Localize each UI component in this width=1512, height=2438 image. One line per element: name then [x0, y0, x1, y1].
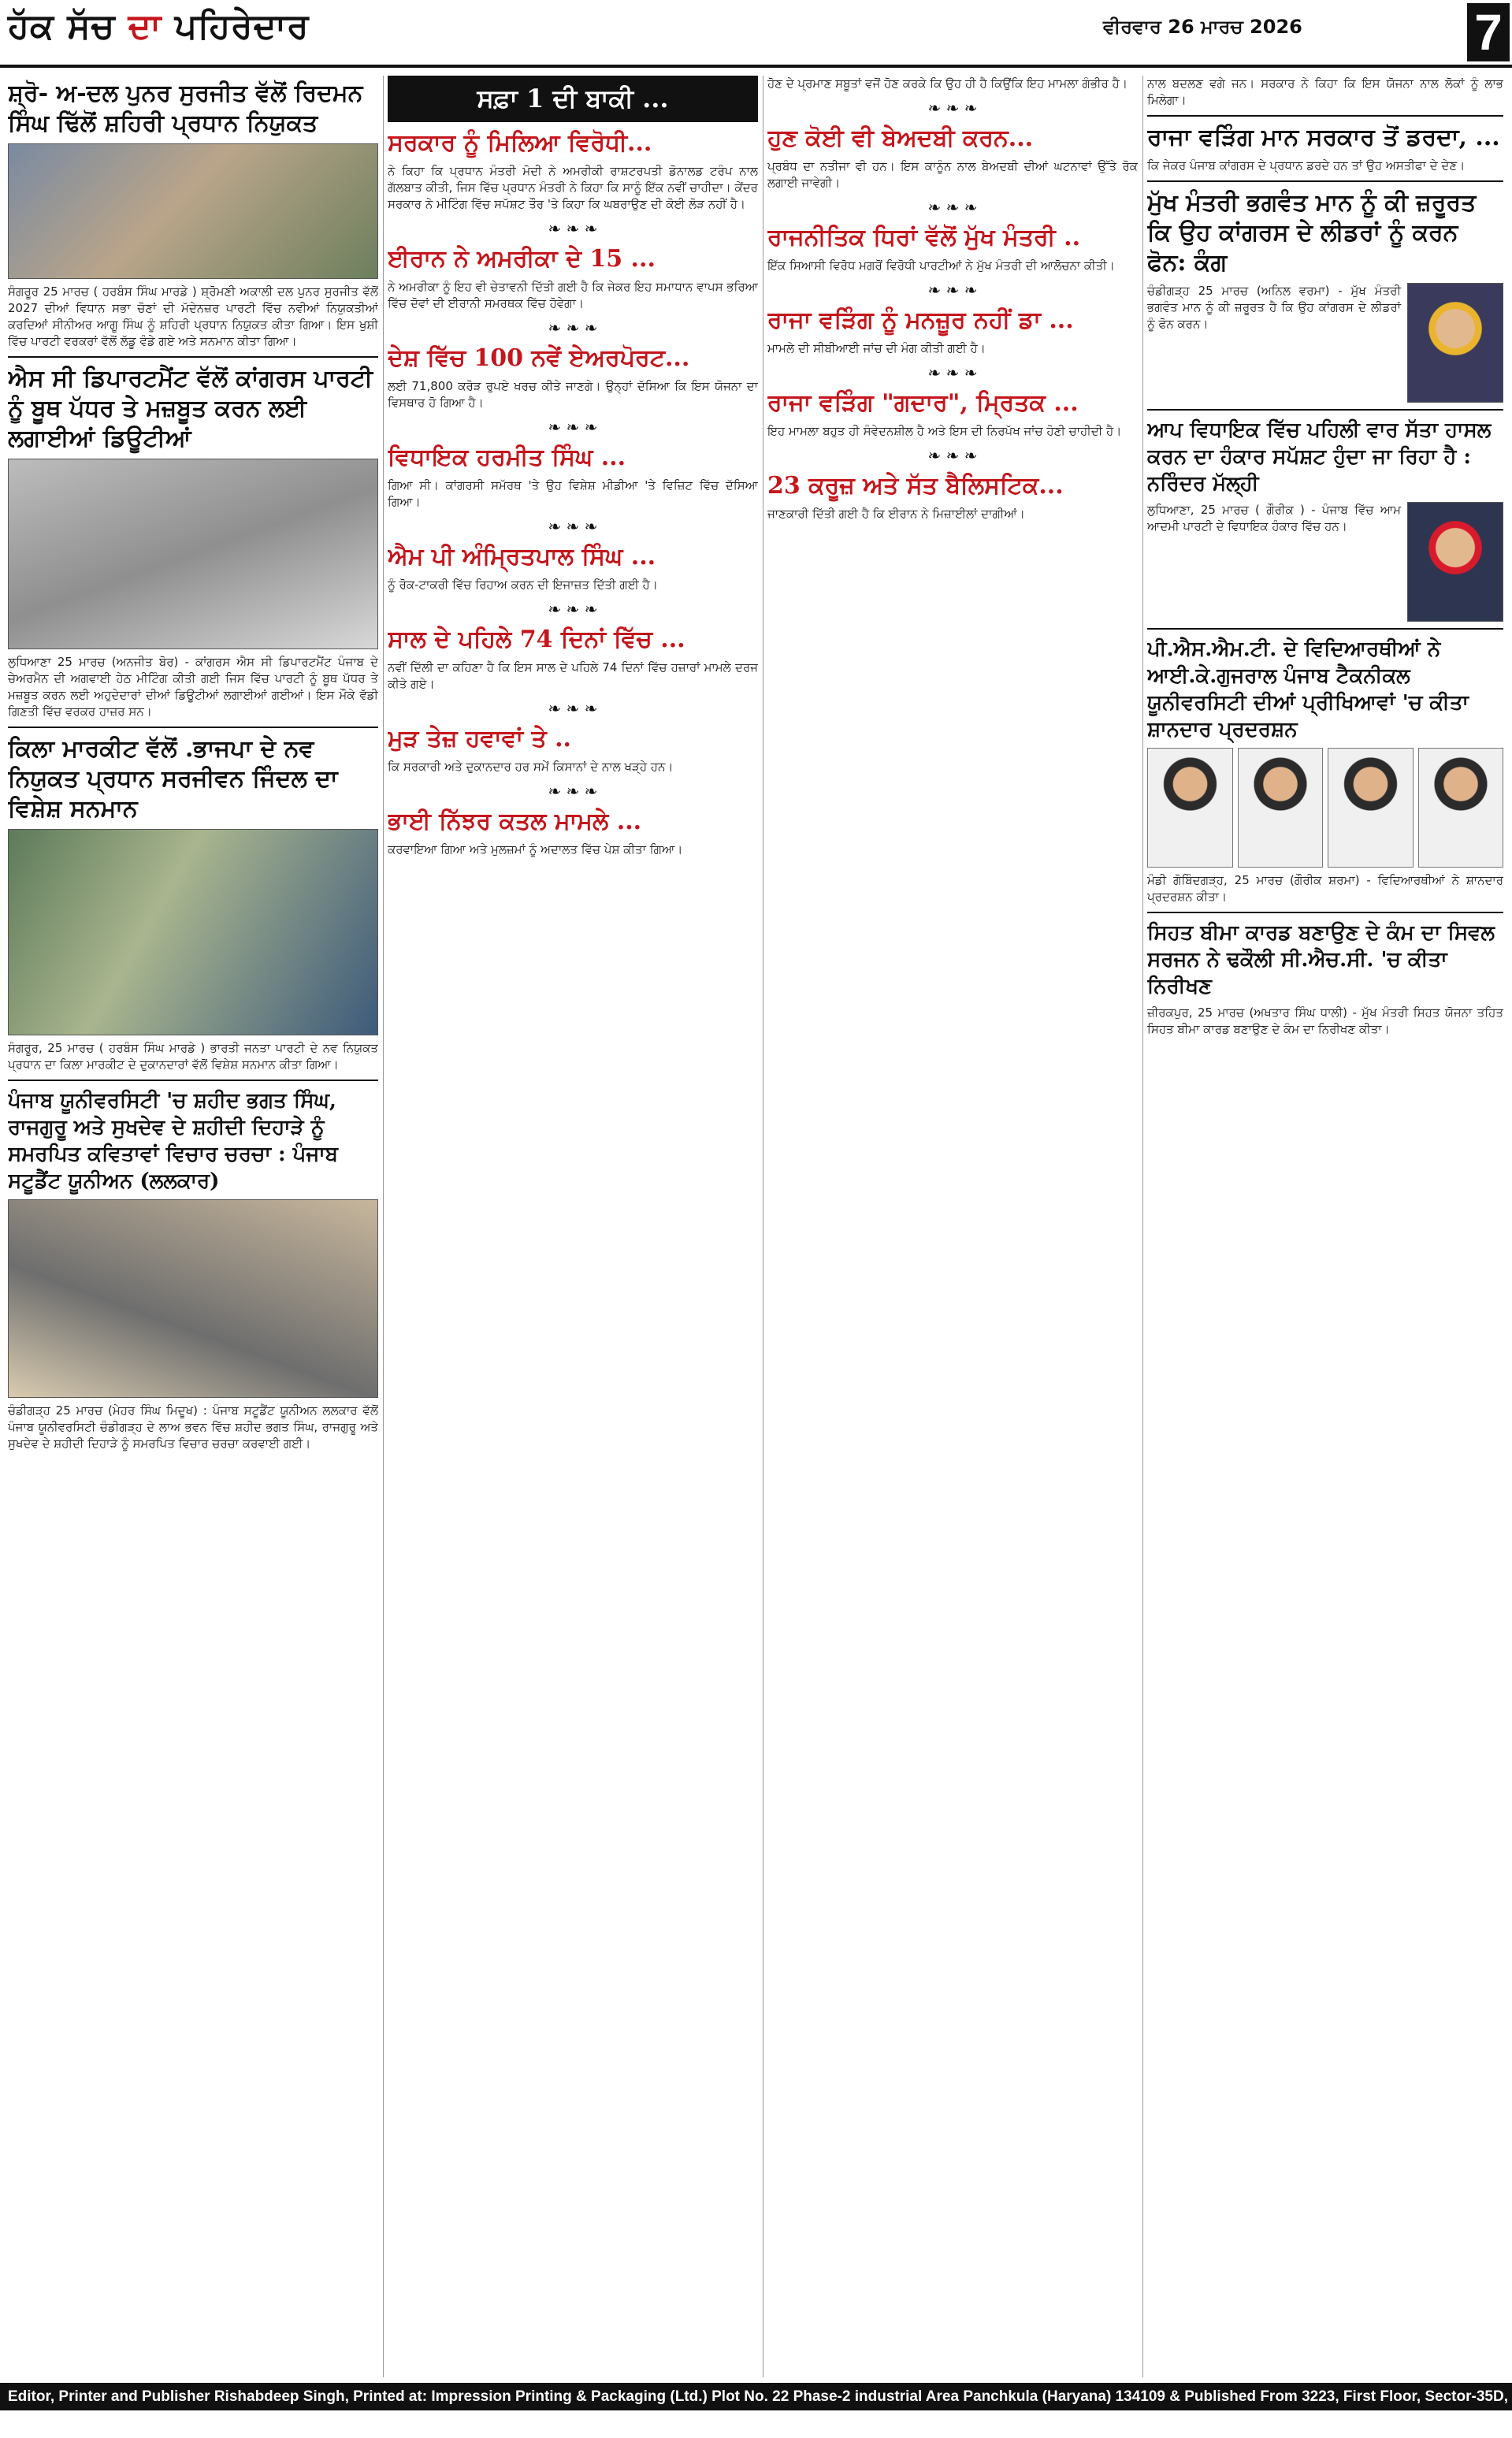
headline: ਕਿਲਾ ਮਾਰਕੀਟ ਵੱਲੋਂ .ਭਾਜਪਾ ਦੇ ਨਵ ਨਿਯੁਕਤ ਪ੍ਰਧਾਨ ਸਰਜੀਵਨ ਜਿੰਦਲ ਦਾ ਵਿਸ਼ੇਸ਼ ਸਨਮਾਨ — [8, 735, 338, 823]
headline: ਸਿਹਤ ਬੀਮਾ ਕਾਰਡ ਬਣਾਉਣ ਦੇ ਕੰਮ ਦਾ ਸਿਵਲ ਸਰਜਨ ਨੇ ਢਕੌਲੀ ਸੀ.ਐਚ.ਸੀ. 'ਚ ਕੀਤਾ ਨਿਰੀਖਣ — [1147, 921, 1495, 998]
ornament-divider: ❧ ❧ ❧ — [548, 517, 598, 536]
article-body: ਨਾਲ ਬਦਲਣ ਵਗੇ ਜਨ। ਸਰਕਾਰ ਨੇ ਕਿਹਾ ਕਿ ਇਸ ਯੋਜਨਾ ਨਾਲ ਲੋਕਾਂ ਨੂੰ ਲਾਭ ਮਿਲੇਗਾ। — [1147, 76, 1503, 107]
headline: ਮੁੜ ਤੇਜ਼ ਹਵਾਵਾਂ ਤੇ .. — [388, 725, 572, 753]
article-body: ਕਰਵਾਇਆ ਗਿਆ ਅਤੇ ਮੁਲਜ਼ਮਾਂ ਨੂੰ ਅਦਾਲਤ ਵਿੱਚ ਪੇਸ਼ ਕੀਤਾ ਗਿਆ। — [388, 842, 683, 857]
logo-text-red: ਦਾ — [128, 6, 162, 46]
column-divider — [383, 76, 384, 2377]
article-body: ਨੇ ਕਿਹਾ ਕਿ ਪ੍ਰਧਾਨ ਮੰਤਰੀ ਮੋਦੀ ਨੇ ਅਮਰੀਕੀ ਰਾਸ਼ਟਰਪਤੀ ਡੋਨਾਲਡ ਟਰੰਪ ਨਾਲ ਗੱਲਬਾਤ ਕੀਤੀ, ਜਿਸ ਵਿੱਚ ਪ੍ਰਧਾਨ ਮੰਤਰੀ ਨੇ ਕਿਹਾ ਕਿ ਸਾਨੂੰ ਇੱਕ ਨਵੀਂ ਚਾਹੀਦਾ। ਕੇਂਦਰ ਸਰਕਾਰ ਨੇ ਮੀਟਿੰਗ ਵਿੱਚ ਸਪੱਸ਼ਟ ਤੌਰ 'ਤੇ ਕਿਹਾ ਕਿ ਘਬਰਾਉਣ ਦੀ ਕੋਈ ਲੋੜ ਨਹੀਂ ਹੈ। — [388, 164, 758, 211]
article-body: ਲੁਧਿਆਣਾ 25 ਮਾਰਚ (ਅਨਜੀਤ ਬੋਰ) - ਕਾਂਗਰਸ ਐਸ ਸੀ ਡਿਪਾਰਟਮੈਂਟ ਪੰਜਾਬ ਦੇ ਚੇਅਰਮੈਨ ਦੀ ਅਗਵਾਈ ਹੇਠ ਮੀਟਿੰਗ ਕੀਤੀ ਗਈ ਜਿਸ ਵਿੱਚ ਪਾਰਟੀ ਨੂੰ ਬੂਥ ਪੱਧਰ ਤੇ ਮਜ਼ਬੂਤ ਕਰਨ ਲਈ ਅਹੁਦੇਦਾਰਾਂ ਦੀਆਂ ਡਿਊਟੀਆਂ ਲਗਾਈਆਂ ਗਈਆਂ। ਇਸ ਮੌਕੇ ਵੱਡੀ ਗਿਣਤੀ ਵਿੱਚ ਵਰਕਰ ਹਾਜ਼ਰ ਸਨ। — [8, 655, 378, 719]
article-body: ਲਈ 71,800 ਕਰੋੜ ਰੁਪਏ ਖਰਚ ਕੀਤੇ ਜਾਣਗੇ। ਉਨ੍ਹਾਂ ਦੱਸਿਆ ਕਿ ਇਸ ਯੋਜਨਾ ਦਾ ਵਿਸਥਾਰ ਹੋ ਗਿਆ ਹੈ। — [388, 379, 758, 410]
newspaper-logo — [8, 6, 310, 46]
ornament-divider: ❧ ❧ ❧ — [927, 363, 978, 382]
column-4 — [1147, 76, 1503, 2377]
news-photo — [8, 1199, 378, 1398]
article-body: ਸੰਗਰੂਰ 25 ਮਾਰਚ ( ਹਰਬੰਸ ਸਿੰਘ ਮਾਰਡੇ ) ਸ਼੍ਰੋਮਣੀ ਅਕਾਲੀ ਦਲ ਪੁਨਰ ਸੁਰਜੀਤ ਵੱਲੋਂ 2027 ਦੀਆਂ ਵਿਧਾਨ ਸਭਾ ਚੋਣਾਂ ਦੀ ਮੱਦੇਨਜ਼ਰ ਪਾਰਟੀ ਵਿੱਚ ਨਵੀਆਂ ਨਿਯੁਕਤੀਆਂ ਕਰਦਿਆਂ ਸੀਨੀਅਰ ਆਗੂ ਸਿੰਘ ਨੂੰ ਸ਼ਹਿਰੀ ਪ੍ਰਧਾਨ ਨਿਯੁਕਤ ਕੀਤਾ ਗਿਆ। ਇਸ ਖੁਸ਼ੀ ਵਿੱਚ ਪਾਰਟੀ ਵਰਕਰਾਂ ਵੱਲੋਂ ਲੱਡੂ ਵੰਡੇ ਗਏ ਅਤੇ ਸਨਮਾਨ ਕੀਤਾ ਗਿਆ। — [8, 284, 378, 348]
headline: ਸ਼੍ਰੋ- ਅ-ਦਲ ਪੁਨਰ ਸੁਰਜੀਤ ਵੱਲੋਂ ਰਿਦਮਨ ਸਿੰਘ ਢਿੱਲੋਂ ਸ਼ਹਿਰੀ ਪ੍ਰਧਾਨ ਨਿਯੁਕਤ — [8, 80, 363, 137]
student-photo — [1328, 748, 1414, 868]
column-divider — [1142, 76, 1143, 2377]
headline: ਸਰਕਾਰ ਨੂੰ ਮਿਲਿਆ ਵਿਰੋਧੀ... — [388, 129, 652, 157]
issue-date: ਵੀਰਵਾਰ 26 ਮਾਰਚ 2026 — [1103, 16, 1302, 38]
news-photo — [8, 143, 378, 279]
student-photo — [1418, 748, 1504, 868]
column-3 — [767, 76, 1138, 2377]
headline: ਰਾਜਾ ਵੜਿੰਗ ਨੂੰ ਮਨਜ਼ੂਰ ਨਹੀਂ ਡਾ ... — [767, 307, 1074, 334]
article-body: ਨਵੀਂ ਦਿੱਲੀ ਦਾ ਕਹਿਣਾ ਹੈ ਕਿ ਇਸ ਸਾਲ ਦੇ ਪਹਿਲੇ 74 ਦਿਨਾਂ ਵਿੱਚ ਹਜ਼ਾਰਾਂ ਮਾਮਲੇ ਦਰਜ ਕੀਤੇ ਗਏ। — [388, 660, 758, 691]
article-body: ਲੁਧਿਆਣਾ, 25 ਮਾਰਚ ( ਗੌਰੀਕ ) - ਪੰਜਾਬ ਵਿੱਚ ਆਮ ਆਦਮੀ ਪਾਰਟੀ ਦੇ ਵਿਧਾਇਕ ਹੰਕਾਰ ਵਿੱਚ ਹਨ। — [1147, 503, 1401, 533]
headline: 23 ਕਰੂਜ਼ ਅਤੇ ਸੱਤ ਬੈਲਿਸਟਿਕ... — [767, 472, 1064, 500]
headline: ਆਪ ਵਿਧਾਇਕ ਵਿੱਚ ਪਹਿਲੀ ਵਾਰ ਸੱਤਾ ਹਾਸਲ ਕਰਨ ਦਾ ਹੰਕਾਰ ਸਪੱਸ਼ਟ ਹੁੰਦਾ ਜਾ ਰਿਹਾ ਹੈ : ਨਰਿੰਦਰ ਮੱਲ੍ਹੀ — [1147, 418, 1492, 496]
article-body: ਗਿਆ ਸੀ। ਕਾਂਗਰਸੀ ਸਮੱਰਥ 'ਤੇ ਉਹ ਵਿਸ਼ੇਸ਼ ਮੀਡੀਆ 'ਤੇ ਵਿਜ਼ਿਟ ਵਿੱਚ ਦੱਸਿਆ ਗਿਆ। — [388, 478, 758, 509]
ornament-divider: ❧ ❧ ❧ — [927, 198, 978, 217]
logo-text-main: ਹੱਕ ਸੱਚ — [8, 6, 116, 46]
headline: ਈਰਾਨ ਨੇ ਅਮਰੀਕਾ ਦੇ 15 ... — [388, 245, 656, 273]
ornament-divider: ❧ ❧ ❧ — [548, 782, 598, 801]
portrait-photo — [1407, 502, 1503, 622]
article-body: ਇੱਕ ਸਿਆਸੀ ਵਿਰੋਧ ਮਗਰੋਂ ਵਿਰੋਧੀ ਪਾਰਟੀਆਂ ਨੇ ਮੁੱਖ ਮੰਤਰੀ ਦੀ ਆਲੋਚਨਾ ਕੀਤੀ। — [767, 258, 1115, 273]
article-body: ਕਿ ਸਰਕਾਰੀ ਅਤੇ ਦੁਕਾਨਦਾਰ ਹਰ ਸਮੇਂ ਕਿਸਾਨਾਂ ਦੇ ਨਾਲ ਖੜ੍ਹੇ ਹਨ। — [388, 760, 674, 774]
headline: ਦੇਸ਼ ਵਿੱਚ 100 ਨਵੇਂ ਏਅਰਪੋਰਟ... — [388, 344, 690, 372]
news-photo — [8, 459, 378, 649]
news-photo — [8, 829, 378, 1035]
article-body: ਮਾਮਲੇ ਦੀ ਸੀਬੀਆਈ ਜਾਂਚ ਦੀ ਮੰਗ ਕੀਤੀ ਗਈ ਹੈ। — [767, 341, 986, 355]
ornament-divider: ❧ ❧ ❧ — [548, 219, 598, 238]
article-body: ਨੂੰ ਰੋਕ-ਟਾਕਰੀ ਵਿੱਚ ਰਿਹਾਅ ਕਰਨ ਦੀ ਇਜਾਜ਼ਤ ਦਿੱਤੀ ਗਈ ਹੈ। — [388, 578, 658, 592]
student-photo — [1147, 748, 1233, 868]
ornament-divider: ❧ ❧ ❧ — [548, 418, 598, 437]
article-body: ਨੇ ਅਮਰੀਕਾ ਨੂੰ ਇਹ ਵੀ ਚੇਤਾਵਨੀ ਦਿੱਤੀ ਗਈ ਹੈ ਕਿ ਜੇਕਰ ਇਹ ਸਮਾਧਾਨ ਵਾਪਸ ਭਰਿਆ ਵਿੱਚ ਦੋਵਾਂ ਦੀ ਈਰਾਨੀ ਸਮਰਥਕ ਵਿੱਚ ਹੋਵੇਗਾ। — [388, 280, 758, 310]
headline: ਰਾਜਾ ਵੜਿੰਗ "ਗਦਾਰ", ਮ੍ਰਿਤਕ ... — [767, 389, 1079, 417]
article-body: ਜਾਣਕਾਰੀ ਦਿੱਤੀ ਗਈ ਹੈ ਕਿ ਈਰਾਨ ਨੇ ਮਿਜ਼ਾਈਲਾਂ ਦਾਗੀਆਂ। — [767, 507, 1025, 521]
column-2 — [388, 76, 758, 2377]
ornament-divider: ❧ ❧ ❧ — [548, 318, 598, 337]
student-photo — [1238, 748, 1324, 868]
article-body: ਹੋਣ ਦੇ ਪ੍ਰਮਾਣ ਸਬੂਤਾਂ ਵਜੋਂ ਹੋਣ ਕਰਕੇ ਕਿ ਉਹ ਹੀ ਹੈ ਕਿਉਂਕਿ ਇਹ ਮਾਮਲਾ ਗੰਭੀਰ ਹੈ। — [767, 76, 1127, 91]
headline: ਪੰਜਾਬ ਯੂਨੀਵਰਸਿਟੀ 'ਚ ਸ਼ਹੀਦ ਭਗਤ ਸਿੰਘ, ਰਾਜਗੁਰੂ ਅਤੇ ਸੁਖਦੇਵ ਦੇ ਸ਼ਹੀਦੀ ਦਿਹਾੜੇ ਨੂੰ ਸਮਰਪਿਤ ਕਵਿਤਾਵਾਂ ਵਿਚਾਰ ਚਰਚਾ : ਪੰਜਾਬ ਸਟੂਡੈਂਟ ਯੂਨੀਅਨ (ਲਲਕਾਰ) — [8, 1089, 339, 1193]
headline: ਰਾਜਨੀਤਿਕ ਧਿਰਾਂ ਵੱਲੋਂ ਮੁੱਖ ਮੰਤਰੀ .. — [767, 224, 1081, 251]
section-banner: ਸਫ਼ਾ 1 ਦੀ ਬਾਕੀ ... — [388, 76, 758, 122]
headline: ਮੁੱਖ ਮੰਤਰੀ ਭਗਵੰਤ ਮਾਨ ਨੂੰ ਕੀ ਜ਼ਰੂਰਤ ਕਿ ਉਹ ਕਾਂਗਰਸ ਦੇ ਲੀਡਰਾਂ ਨੂੰ ਕਰਨ ਫੋਨ: ਕੰਗ — [1147, 189, 1477, 277]
article-body: ਸੰਗਰੂਰ, 25 ਮਾਰਚ ( ਹਰਬੰਸ ਸਿੰਘ ਮਾਰਡੇ ) ਭਾਰਤੀ ਜਨਤਾ ਪਾਰਟੀ ਦੇ ਨਵ ਨਿਯੁਕਤ ਪ੍ਰਧਾਨ ਦਾ ਕਿਲਾ ਮਾਰਕੀਟ ਦੇ ਦੁਕਾਨਦਾਰਾਂ ਵੱਲੋਂ ਵਿਸ਼ੇਸ਼ ਸਨਮਾਨ ਕੀਤਾ ਗਿਆ। — [8, 1041, 378, 1072]
masthead — [0, 0, 1512, 68]
ornament-divider: ❧ ❧ ❧ — [548, 600, 598, 619]
column-1 — [8, 76, 378, 2377]
headline: ਸਾਲ ਦੇ ਪਹਿਲੇ 74 ਦਿਨਾਂ ਵਿੱਚ ... — [388, 626, 685, 653]
article-body: ਪ੍ਰਬੰਧ ਦਾ ਨਤੀਜਾ ਵੀ ਹਨ। ਇਸ ਕਾਨੂੰਨ ਨਾਲ ਬੇਅਦਬੀ ਦੀਆਂ ਘਟਨਾਵਾਂ ਉੱਤੇ ਰੋਕ ਲਗਾਈ ਜਾਵੇਗੀ। — [767, 159, 1138, 190]
headline: ਵਿਧਾਇਕ ਹਰਮੀਤ ਸਿੰਘ ... — [388, 444, 626, 471]
ornament-divider: ❧ ❧ ❧ — [927, 446, 978, 465]
article-body: ਇਹ ਮਾਮਲਾ ਬਹੁਤ ਹੀ ਸੰਵੇਦਨਸ਼ੀਲ ਹੈ ਅਤੇ ਇਸ ਦੀ ਨਿਰਪੱਖ ਜਾਂਚ ਹੋਣੀ ਚਾਹੀਦੀ ਹੈ। — [767, 424, 1122, 438]
article-body: ਮੰਡੀ ਗੋਬਿੰਦਗੜ੍ਹ, 25 ਮਾਰਚ (ਗੌਰੀਕ ਸ਼ਰਮਾ) - ਵਿਦਿਆਰਥੀਆਂ ਨੇ ਸ਼ਾਨਦਾਰ ਪ੍ਰਦਰਸ਼ਨ ਕੀਤਾ। — [1147, 873, 1503, 904]
article-body: ਚੰਡੀਗੜ੍ਹ 25 ਮਾਰਚ (ਮੇਹਰ ਸਿੰਘ ਮਿਦੂਖ) : ਪੰਜਾਬ ਸਟੂਡੈਂਟ ਯੂਨੀਅਨ ਲਲਕਾਰ ਵੱਲੋਂ ਪੰਜਾਬ ਯੂਨੀਵਰਸਿਟੀ ਚੰਡੀਗੜ੍ਹ ਦੇ ਲਾਅ ਭਵਨ ਵਿੱਚ ਸ਼ਹੀਦ ਭਗਤ ਸਿੰਘ, ਰਾਜਗੁਰੂ ਅਤੇ ਸੁਖਦੇਵ ਦੇ ਸ਼ਹੀਦੀ ਦਿਹਾੜੇ ਨੂੰ ਸਮਰਪਿਤ ਵਿਚਾਰ ਚਰਚਾ ਕਰਵਾਈ ਗਈ। — [8, 1403, 378, 1451]
imprint-footer: Editor, Printer and Publisher Rishabdeep Singh, Printed at: Impression Printing & Packaging (Ltd.) Plot No. 22 Phase-2 industrial Area Panchkula (Haryana) 134109 & Published From 3223, First Floor, Sector-35D, Chandigarh — [0, 2383, 1512, 2410]
article-body: ਜ਼ੀਰਕਪੁਰ, 25 ਮਾਰਚ (ਅਖਤਾਰ ਸਿੰਘ ਧਾਲੀ) - ਮੁੱਖ ਮੰਤਰੀ ਸਿਹਤ ਯੋਜਨਾ ਤਹਿਤ ਸਿਹਤ ਬੀਮਾ ਕਾਰਡ ਬਣਾਉਣ ਦੇ ਕੰਮ ਦਾ ਨਿਰੀਖਣ ਕੀਤਾ। — [1147, 1005, 1503, 1036]
logo-text-end: ਪਹਿਰੇਦਾਰ — [174, 6, 310, 46]
headline: ਭਾਈ ਨਿੱਝਰ ਕਤਲ ਮਾਮਲੇ ... — [388, 808, 642, 835]
headline: ਰਾਜਾ ਵੜਿੰਗ ਮਾਨ ਸਰਕਾਰ ਤੋਂ ਡਰਦਾ, ... — [1147, 124, 1500, 151]
ornament-divider: ❧ ❧ ❧ — [927, 98, 978, 117]
headline: ਹੁਣ ਕੋਈ ਵੀ ਬੇਅਦਬੀ ਕਰਨ... — [767, 125, 1034, 152]
headline: ਐਮ ਪੀ ਅੰਮ੍ਰਿਤਪਾਲ ਸਿੰਘ ... — [388, 543, 656, 570]
headline: ਪੀ.ਐਸ.ਐਮ.ਟੀ. ਦੇ ਵਿਦਿਆਰਥੀਆਂ ਨੇ ਆਈ.ਕੇ.ਗੁਜਰਾਲ ਪੰਜਾਬ ਟੈਕਨੀਕਲ ਯੂਨੀਵਰਸਿਟੀ ਦੀਆਂ ਪ੍ਰੀਖਿਆਵਾਂ 'ਚ ਕੀਤਾ ਸ਼ਾਨਦਾਰ ਪ੍ਰਦਰਸ਼ਨ — [1147, 637, 1469, 741]
article-body: ਚੰਡੀਗੜ੍ਹ 25 ਮਾਰਚ (ਅਨਿਲ ਵਰਮਾ) - ਮੁੱਖ ਮੰਤਰੀ ਭਗਵੰਤ ਮਾਨ ਨੂੰ ਕੀ ਜ਼ਰੂਰਤ ਹੈ ਕਿ ਉਹ ਕਾਂਗਰਸ ਦੇ ਲੀਡਰਾਂ ਨੂੰ ਫੋਨ ਕਰਨ। — [1147, 284, 1401, 331]
ornament-divider: ❧ ❧ ❧ — [548, 699, 598, 718]
ornament-divider: ❧ ❧ ❧ — [927, 281, 978, 299]
headline: ਐਸ ਸੀ ਡਿਪਾਰਟਮੈਂਟ ਵੱਲੋਂ ਕਾਂਗਰਸ ਪਾਰਟੀ ਨੂੰ ਬੂਥ ਪੱਧਰ ਤੇ ਮਜ਼ਬੂਤ ਕਰਨ ਲਈ ਲਗਾਈਆਂ ਡਿਊਟੀਆਂ — [8, 365, 373, 452]
portrait-photo — [1407, 283, 1503, 403]
article-body: ਕਿ ਜੇਕਰ ਪੰਜਾਬ ਕਾਂਗਰਸ ਦੇ ਪ੍ਰਧਾਨ ਡਰਦੇ ਹਨ ਤਾਂ ਉਹ ਅਸਤੀਫਾ ਦੇ ਦੇਣ। — [1147, 158, 1466, 173]
student-photos — [1147, 748, 1503, 868]
page-number: 7 — [1467, 3, 1510, 61]
